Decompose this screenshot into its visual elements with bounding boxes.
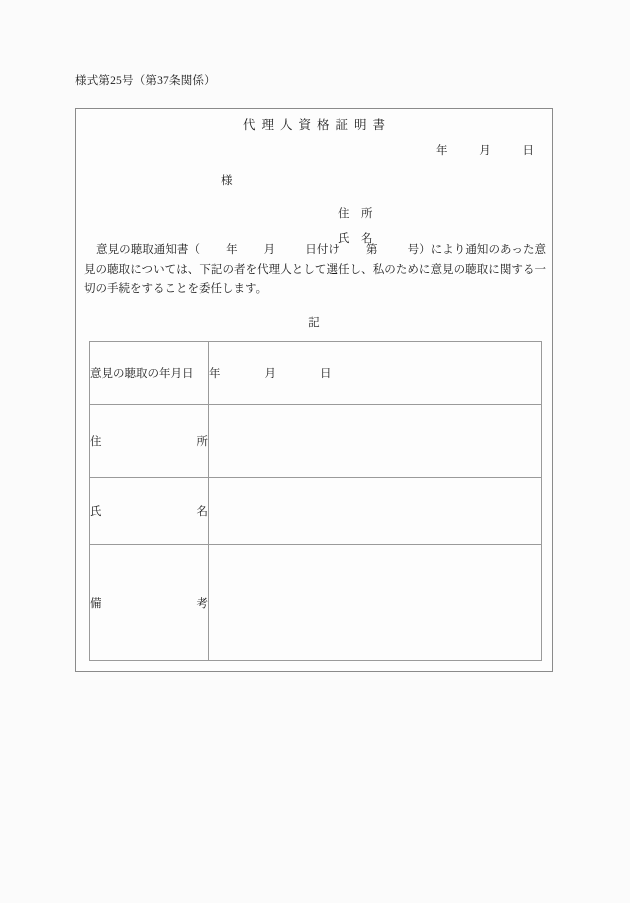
table-label-text [90, 595, 208, 611]
table-label-char: 考 [196, 597, 208, 610]
sender-address-label: 住 所 [338, 208, 373, 220]
table-row [90, 545, 542, 661]
table-label-char: 氏 [90, 506, 102, 518]
table-label-text [90, 433, 208, 449]
table-label-char: 住 [90, 436, 102, 448]
table-row [90, 478, 542, 545]
hearing-date-day: 日 [320, 368, 332, 380]
document-frame [75, 108, 553, 672]
body-line1-prefix: 意見の聴取通知書（ [96, 244, 201, 256]
body-number-prefix: 第 [365, 244, 378, 256]
table-label-char: 備 [90, 597, 102, 610]
delegate-details-table [89, 341, 542, 661]
body-day-suffix: 日付け [305, 244, 340, 256]
table-label-char: 所 [196, 436, 208, 448]
form-number-label: 様式第25号（第37条関係） [75, 75, 216, 87]
issue-date-day: 日 [522, 145, 534, 157]
table-label-text: 意見の聴取の年月日 [90, 368, 194, 380]
table-label-text [90, 503, 208, 519]
body-paragraph [84, 241, 546, 300]
issue-date-year: 年 [436, 145, 448, 157]
page-title: 代理人資格証明書 [242, 118, 391, 132]
addressee-suffix-label: 様 [221, 175, 233, 187]
table-row-label-address [90, 405, 209, 478]
document-frame-inner [76, 109, 552, 671]
body-number-suffix: 号）により通知のあった意見の聴取については、下記の者を代理人として選任し、私のために意見の聴取に関する一切の手続をすることを委任します。 [84, 244, 547, 295]
body-month: 月 [263, 244, 276, 256]
table-row-label-remarks [90, 545, 209, 661]
ki-mark-label: 記 [308, 317, 320, 329]
issue-date-line [436, 142, 534, 158]
table-row-label-name [90, 478, 209, 545]
table-row-value-address[interactable] [209, 405, 542, 478]
table-row [90, 342, 542, 405]
issue-date-month: 月 [479, 145, 491, 157]
hearing-date-month: 月 [264, 368, 276, 380]
table-row-value-remarks[interactable] [209, 545, 542, 661]
table-label-char: 名 [196, 506, 208, 518]
table-row [90, 405, 542, 478]
body-year: 年 [226, 244, 238, 256]
hearing-date-year: 年 [209, 368, 221, 380]
table-row-value-name[interactable] [209, 478, 542, 545]
table-row-label-hearing-date [90, 342, 209, 405]
sender-name-label: 氏 名 [338, 233, 373, 245]
table-row-value-hearing-date[interactable] [209, 342, 542, 405]
